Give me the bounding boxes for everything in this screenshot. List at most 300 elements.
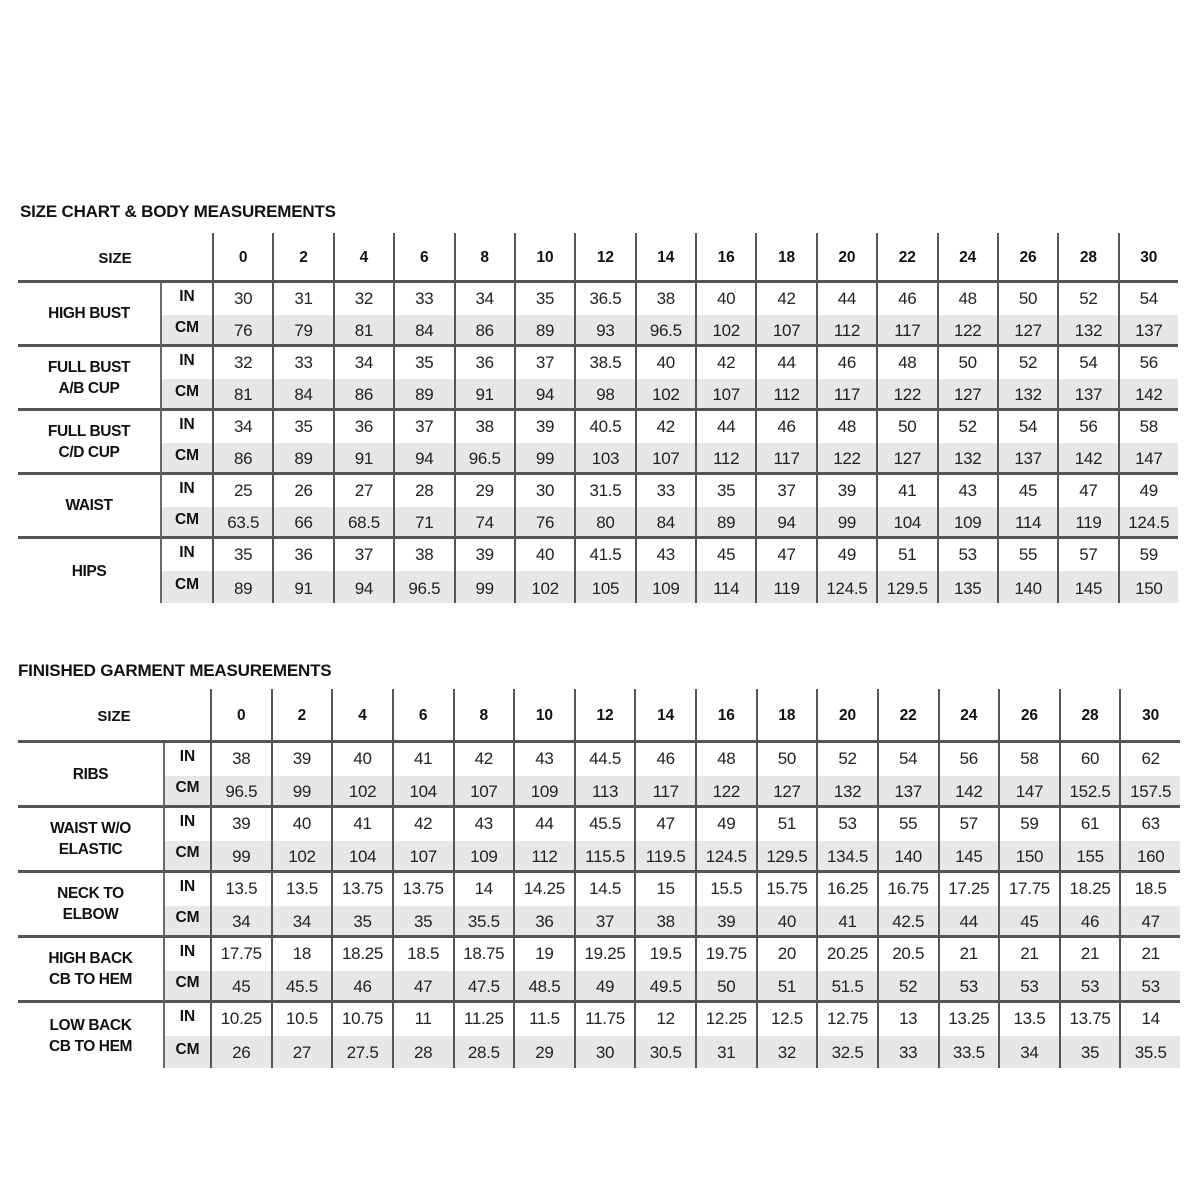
size-header-cell: 0 bbox=[210, 689, 271, 743]
value-cell-in: 57 bbox=[1057, 539, 1117, 571]
unit-label-cm: CM bbox=[163, 1036, 210, 1069]
unit-label-in: IN bbox=[160, 283, 212, 315]
value-cell-in: 38.5 bbox=[574, 347, 634, 379]
measurement-label bbox=[18, 873, 163, 938]
size-chart-title: SIZE CHART & BODY MEASUREMENTS bbox=[20, 202, 336, 221]
value-cell-in: 34 bbox=[333, 347, 393, 379]
value-cell-in: 43 bbox=[513, 743, 574, 776]
value-cell-in: 36 bbox=[272, 539, 332, 571]
value-cell-in: 49 bbox=[816, 539, 876, 571]
value-cell-in: 32 bbox=[212, 347, 272, 379]
value-cell-cm: 160 bbox=[1119, 841, 1180, 874]
value-cell-cm: 68.5 bbox=[333, 507, 393, 539]
garment-measurements-table bbox=[18, 689, 1180, 1068]
value-cell-in: 59 bbox=[998, 808, 1059, 841]
measurement-label-line: NECK TO bbox=[57, 885, 124, 902]
unit-label-in: IN bbox=[160, 539, 212, 571]
value-cell-in: 46 bbox=[816, 347, 876, 379]
value-cell-in: 39 bbox=[816, 475, 876, 507]
value-cell-in: 40.5 bbox=[574, 411, 634, 443]
value-cell-in: 11.5 bbox=[513, 1003, 574, 1036]
measurement-label-line: HIPS bbox=[71, 562, 107, 580]
size-header-cell: 6 bbox=[393, 233, 453, 283]
value-cell-in: 34 bbox=[454, 283, 514, 315]
unit-label-in: IN bbox=[163, 808, 210, 841]
measurement-label-line: FULL BUST bbox=[47, 358, 131, 376]
value-cell-cm: 76 bbox=[212, 315, 272, 347]
value-cell-in: 56 bbox=[1118, 347, 1178, 379]
measurement-label-line: RIBS bbox=[72, 765, 109, 783]
value-cell-cm: 103 bbox=[574, 443, 634, 475]
value-cell-cm: 122 bbox=[816, 443, 876, 475]
unit-label-in: IN bbox=[163, 1003, 210, 1036]
value-cell-cm: 47 bbox=[392, 971, 453, 1004]
value-cell-in: 20.25 bbox=[816, 938, 877, 971]
value-cell-cm: 122 bbox=[695, 776, 756, 809]
value-cell-in: 48 bbox=[816, 411, 876, 443]
value-cell-in: 46 bbox=[755, 411, 815, 443]
value-cell-in: 33 bbox=[272, 347, 332, 379]
value-cell-cm: 35 bbox=[331, 906, 392, 939]
value-cell-cm: 89 bbox=[695, 507, 755, 539]
value-cell-in: 58 bbox=[998, 743, 1059, 776]
size-header-cell: 0 bbox=[212, 233, 272, 283]
value-cell-in: 62 bbox=[1119, 743, 1180, 776]
value-cell-cm: 109 bbox=[635, 571, 695, 603]
value-cell-cm: 132 bbox=[816, 776, 877, 809]
value-cell-cm: 84 bbox=[393, 315, 453, 347]
value-cell-cm: 127 bbox=[756, 776, 817, 809]
value-cell-cm: 122 bbox=[876, 379, 936, 411]
value-cell-in: 38 bbox=[393, 539, 453, 571]
value-cell-in: 58 bbox=[1118, 411, 1178, 443]
value-cell-in: 19.25 bbox=[574, 938, 635, 971]
value-cell-cm: 145 bbox=[1057, 571, 1117, 603]
size-header-cell: 28 bbox=[1059, 689, 1120, 743]
size-header-cell: 10 bbox=[513, 689, 574, 743]
value-cell-in: 15 bbox=[634, 873, 695, 906]
value-cell-cm: 86 bbox=[454, 315, 514, 347]
value-cell-cm: 91 bbox=[272, 571, 332, 603]
value-cell-in: 13.5 bbox=[998, 1003, 1059, 1036]
value-cell-cm: 28.5 bbox=[453, 1036, 514, 1069]
value-cell-cm: 109 bbox=[937, 507, 997, 539]
measurement-label-line: HIGH BUST bbox=[48, 305, 130, 322]
value-cell-in: 56 bbox=[938, 743, 999, 776]
size-header-cell: 16 bbox=[695, 233, 755, 283]
measurement-label-line: C/D CUP bbox=[58, 443, 120, 461]
value-cell-in: 37 bbox=[333, 539, 393, 571]
value-cell-in: 41 bbox=[331, 808, 392, 841]
value-cell-cm: 53 bbox=[998, 971, 1059, 1004]
value-cell-cm: 89 bbox=[212, 571, 272, 603]
value-cell-cm: 30.5 bbox=[634, 1036, 695, 1069]
value-cell-cm: 105 bbox=[574, 571, 634, 603]
value-cell-cm: 102 bbox=[514, 571, 574, 603]
measurement-label-line: A/B CUP bbox=[58, 379, 120, 397]
value-cell-cm: 29 bbox=[513, 1036, 574, 1069]
value-cell-in: 35 bbox=[514, 283, 574, 315]
size-header-cell: 8 bbox=[454, 233, 514, 283]
unit-label-in: IN bbox=[160, 347, 212, 379]
value-cell-cm: 27 bbox=[271, 1036, 332, 1069]
value-cell-in: 10.25 bbox=[210, 1003, 271, 1036]
value-cell-cm: 35 bbox=[1059, 1036, 1120, 1069]
value-cell-in: 12.25 bbox=[695, 1003, 756, 1036]
value-cell-cm: 107 bbox=[755, 315, 815, 347]
value-cell-in: 42 bbox=[453, 743, 514, 776]
value-cell-cm: 94 bbox=[333, 571, 393, 603]
value-cell-cm: 89 bbox=[393, 379, 453, 411]
value-cell-in: 19 bbox=[513, 938, 574, 971]
value-cell-in: 14.5 bbox=[574, 873, 635, 906]
value-cell-cm: 81 bbox=[333, 315, 393, 347]
value-cell-in: 40 bbox=[271, 808, 332, 841]
value-cell-in: 50 bbox=[997, 283, 1057, 315]
value-cell-cm: 45 bbox=[210, 971, 271, 1004]
value-cell-cm: 119 bbox=[755, 571, 815, 603]
value-cell-cm: 102 bbox=[695, 315, 755, 347]
value-cell-cm: 145 bbox=[938, 841, 999, 874]
value-cell-in: 40 bbox=[635, 347, 695, 379]
size-column-header: SIZE bbox=[18, 233, 212, 283]
value-cell-in: 45.5 bbox=[574, 808, 635, 841]
unit-label-cm: CM bbox=[160, 507, 212, 539]
value-cell-cm: 104 bbox=[331, 841, 392, 874]
value-cell-cm: 124.5 bbox=[695, 841, 756, 874]
value-cell-in: 42 bbox=[635, 411, 695, 443]
value-cell-in: 47 bbox=[1057, 475, 1117, 507]
value-cell-cm: 98 bbox=[574, 379, 634, 411]
value-cell-in: 21 bbox=[1119, 938, 1180, 971]
value-cell-in: 54 bbox=[1118, 283, 1178, 315]
value-cell-cm: 109 bbox=[453, 841, 514, 874]
value-cell-in: 18.5 bbox=[1119, 873, 1180, 906]
value-cell-in: 20.5 bbox=[877, 938, 938, 971]
value-cell-in: 54 bbox=[997, 411, 1057, 443]
value-cell-cm: 91 bbox=[333, 443, 393, 475]
value-cell-in: 26 bbox=[272, 475, 332, 507]
value-cell-in: 48 bbox=[876, 347, 936, 379]
value-cell-cm: 66 bbox=[272, 507, 332, 539]
value-cell-cm: 147 bbox=[1118, 443, 1178, 475]
value-cell-cm: 76 bbox=[514, 507, 574, 539]
value-cell-cm: 129.5 bbox=[876, 571, 936, 603]
value-cell-in: 52 bbox=[937, 411, 997, 443]
value-cell-cm: 96.5 bbox=[393, 571, 453, 603]
value-cell-in: 19.75 bbox=[695, 938, 756, 971]
value-cell-cm: 35 bbox=[392, 906, 453, 939]
value-cell-in: 28 bbox=[393, 475, 453, 507]
value-cell-in: 18.5 bbox=[392, 938, 453, 971]
value-cell-in: 17.75 bbox=[210, 938, 271, 971]
measurement-label-line: WAIST W/O bbox=[50, 820, 131, 837]
value-cell-in: 11.75 bbox=[574, 1003, 635, 1036]
value-cell-cm: 124.5 bbox=[816, 571, 876, 603]
measurement-label-line: LOW BACK bbox=[49, 1016, 132, 1034]
size-header-cell: 4 bbox=[333, 233, 393, 283]
value-cell-in: 44 bbox=[816, 283, 876, 315]
size-header-cell: 28 bbox=[1057, 233, 1117, 283]
value-cell-cm: 107 bbox=[635, 443, 695, 475]
measurement-label-line: CB TO HEM bbox=[48, 971, 133, 988]
value-cell-cm: 96.5 bbox=[210, 776, 271, 809]
value-cell-in: 15.5 bbox=[695, 873, 756, 906]
value-cell-in: 57 bbox=[938, 808, 999, 841]
unit-label-cm: CM bbox=[160, 443, 212, 475]
size-chart-table bbox=[18, 233, 1178, 603]
value-cell-in: 25 bbox=[212, 475, 272, 507]
value-cell-in: 31.5 bbox=[574, 475, 634, 507]
size-header-cell: 12 bbox=[574, 233, 634, 283]
value-cell-in: 32 bbox=[333, 283, 393, 315]
value-cell-cm: 40 bbox=[756, 906, 817, 939]
value-cell-cm: 112 bbox=[695, 443, 755, 475]
unit-label-cm: CM bbox=[160, 315, 212, 347]
value-cell-in: 34 bbox=[212, 411, 272, 443]
value-cell-in: 44 bbox=[513, 808, 574, 841]
value-cell-cm: 31 bbox=[695, 1036, 756, 1069]
value-cell-cm: 34 bbox=[998, 1036, 1059, 1069]
value-cell-cm: 96.5 bbox=[454, 443, 514, 475]
value-cell-in: 53 bbox=[937, 539, 997, 571]
value-cell-cm: 114 bbox=[695, 571, 755, 603]
value-cell-in: 35 bbox=[212, 539, 272, 571]
value-cell-cm: 140 bbox=[997, 571, 1057, 603]
value-cell-cm: 127 bbox=[937, 379, 997, 411]
value-cell-in: 60 bbox=[1059, 743, 1120, 776]
value-cell-in: 21 bbox=[998, 938, 1059, 971]
value-cell-cm: 81 bbox=[212, 379, 272, 411]
value-cell-in: 11.25 bbox=[453, 1003, 514, 1036]
value-cell-cm: 112 bbox=[513, 841, 574, 874]
value-cell-cm: 32.5 bbox=[816, 1036, 877, 1069]
value-cell-in: 40 bbox=[331, 743, 392, 776]
value-cell-in: 12.75 bbox=[816, 1003, 877, 1036]
value-cell-in: 18.25 bbox=[1059, 873, 1120, 906]
value-cell-in: 16.75 bbox=[877, 873, 938, 906]
value-cell-cm: 71 bbox=[393, 507, 453, 539]
value-cell-in: 21 bbox=[1059, 938, 1120, 971]
measurement-label bbox=[18, 808, 163, 873]
value-cell-cm: 94 bbox=[755, 507, 815, 539]
size-header-cell: 20 bbox=[816, 233, 876, 283]
size-header-cell: 18 bbox=[756, 689, 817, 743]
value-cell-cm: 104 bbox=[392, 776, 453, 809]
measurement-label bbox=[18, 539, 160, 603]
value-cell-in: 48 bbox=[937, 283, 997, 315]
measurement-label bbox=[18, 743, 163, 808]
value-cell-cm: 117 bbox=[816, 379, 876, 411]
size-header-cell: 26 bbox=[998, 689, 1059, 743]
value-cell-cm: 129.5 bbox=[756, 841, 817, 874]
size-header-cell: 14 bbox=[634, 689, 695, 743]
value-cell-in: 63 bbox=[1119, 808, 1180, 841]
value-cell-cm: 47.5 bbox=[453, 971, 514, 1004]
value-cell-cm: 119.5 bbox=[634, 841, 695, 874]
value-cell-cm: 137 bbox=[1057, 379, 1117, 411]
value-cell-cm: 37 bbox=[574, 906, 635, 939]
value-cell-in: 43 bbox=[937, 475, 997, 507]
value-cell-in: 19.5 bbox=[634, 938, 695, 971]
value-cell-in: 44 bbox=[695, 411, 755, 443]
value-cell-cm: 45.5 bbox=[271, 971, 332, 1004]
value-cell-cm: 117 bbox=[634, 776, 695, 809]
value-cell-in: 52 bbox=[997, 347, 1057, 379]
value-cell-in: 45 bbox=[997, 475, 1057, 507]
value-cell-in: 41 bbox=[876, 475, 936, 507]
value-cell-cm: 107 bbox=[453, 776, 514, 809]
value-cell-cm: 33 bbox=[877, 1036, 938, 1069]
value-cell-cm: 142 bbox=[1057, 443, 1117, 475]
value-cell-in: 52 bbox=[1057, 283, 1117, 315]
value-cell-cm: 99 bbox=[454, 571, 514, 603]
value-cell-cm: 132 bbox=[937, 443, 997, 475]
value-cell-in: 37 bbox=[755, 475, 815, 507]
value-cell-in: 27 bbox=[333, 475, 393, 507]
size-header-cell: 2 bbox=[272, 233, 332, 283]
measurement-label-line: CB TO HEM bbox=[48, 1037, 133, 1055]
value-cell-cm: 137 bbox=[1118, 315, 1178, 347]
value-cell-cm: 89 bbox=[514, 315, 574, 347]
value-cell-in: 14.25 bbox=[513, 873, 574, 906]
value-cell-in: 47 bbox=[755, 539, 815, 571]
size-header-cell: 8 bbox=[453, 689, 514, 743]
size-header-cell: 10 bbox=[514, 233, 574, 283]
value-cell-cm: 137 bbox=[997, 443, 1057, 475]
value-cell-cm: 107 bbox=[695, 379, 755, 411]
value-cell-in: 29 bbox=[454, 475, 514, 507]
value-cell-cm: 84 bbox=[635, 507, 695, 539]
value-cell-in: 46 bbox=[634, 743, 695, 776]
value-cell-in: 41.5 bbox=[574, 539, 634, 571]
value-cell-in: 40 bbox=[514, 539, 574, 571]
value-cell-cm: 46 bbox=[1059, 906, 1120, 939]
value-cell-cm: 102 bbox=[331, 776, 392, 809]
value-cell-cm: 86 bbox=[212, 443, 272, 475]
value-cell-cm: 157.5 bbox=[1119, 776, 1180, 809]
size-header-cell: 16 bbox=[695, 689, 756, 743]
value-cell-in: 40 bbox=[695, 283, 755, 315]
value-cell-in: 21 bbox=[938, 938, 999, 971]
value-cell-in: 54 bbox=[1057, 347, 1117, 379]
value-cell-in: 13.75 bbox=[392, 873, 453, 906]
value-cell-cm: 114 bbox=[997, 507, 1057, 539]
value-cell-cm: 79 bbox=[272, 315, 332, 347]
size-header-cell: 22 bbox=[877, 689, 938, 743]
value-cell-in: 12 bbox=[634, 1003, 695, 1036]
value-cell-in: 52 bbox=[816, 743, 877, 776]
value-cell-cm: 137 bbox=[877, 776, 938, 809]
value-cell-cm: 49.5 bbox=[634, 971, 695, 1004]
value-cell-in: 16.25 bbox=[816, 873, 877, 906]
value-cell-in: 33 bbox=[635, 475, 695, 507]
measurement-label-line: HIGH BACK bbox=[48, 950, 133, 967]
size-header-cell: 30 bbox=[1119, 689, 1180, 743]
value-cell-cm: 27.5 bbox=[331, 1036, 392, 1069]
value-cell-cm: 147 bbox=[998, 776, 1059, 809]
value-cell-in: 59 bbox=[1118, 539, 1178, 571]
value-cell-in: 13.75 bbox=[331, 873, 392, 906]
value-cell-cm: 142 bbox=[938, 776, 999, 809]
value-cell-cm: 117 bbox=[755, 443, 815, 475]
size-header-cell: 6 bbox=[392, 689, 453, 743]
unit-label-cm: CM bbox=[163, 841, 210, 874]
value-cell-cm: 48.5 bbox=[513, 971, 574, 1004]
size-header-cell: 20 bbox=[816, 689, 877, 743]
value-cell-cm: 127 bbox=[876, 443, 936, 475]
value-cell-in: 43 bbox=[635, 539, 695, 571]
unit-label-in: IN bbox=[163, 743, 210, 776]
value-cell-cm: 89 bbox=[272, 443, 332, 475]
value-cell-in: 54 bbox=[877, 743, 938, 776]
value-cell-cm: 39 bbox=[695, 906, 756, 939]
value-cell-in: 37 bbox=[393, 411, 453, 443]
value-cell-cm: 53 bbox=[1059, 971, 1120, 1004]
value-cell-in: 13.75 bbox=[1059, 1003, 1120, 1036]
value-cell-in: 17.75 bbox=[998, 873, 1059, 906]
value-cell-in: 36 bbox=[333, 411, 393, 443]
value-cell-cm: 99 bbox=[514, 443, 574, 475]
value-cell-cm: 38 bbox=[634, 906, 695, 939]
value-cell-in: 13 bbox=[877, 1003, 938, 1036]
unit-label-in: IN bbox=[163, 873, 210, 906]
measurement-label-line: ELASTIC bbox=[58, 841, 123, 858]
value-cell-cm: 132 bbox=[997, 379, 1057, 411]
value-cell-cm: 50 bbox=[695, 971, 756, 1004]
value-cell-cm: 80 bbox=[574, 507, 634, 539]
value-cell-cm: 51.5 bbox=[816, 971, 877, 1004]
value-cell-in: 12.5 bbox=[756, 1003, 817, 1036]
value-cell-in: 36 bbox=[454, 347, 514, 379]
value-cell-cm: 112 bbox=[755, 379, 815, 411]
value-cell-in: 44 bbox=[755, 347, 815, 379]
value-cell-in: 30 bbox=[514, 475, 574, 507]
value-cell-in: 42 bbox=[755, 283, 815, 315]
value-cell-cm: 35.5 bbox=[453, 906, 514, 939]
measurement-label bbox=[18, 1003, 163, 1068]
measurement-label-line: FULL BUST bbox=[47, 422, 131, 440]
value-cell-in: 33 bbox=[393, 283, 453, 315]
value-cell-cm: 152.5 bbox=[1059, 776, 1120, 809]
value-cell-in: 39 bbox=[454, 539, 514, 571]
unit-label-cm: CM bbox=[163, 971, 210, 1004]
value-cell-cm: 113 bbox=[574, 776, 635, 809]
value-cell-in: 18 bbox=[271, 938, 332, 971]
value-cell-in: 37 bbox=[514, 347, 574, 379]
value-cell-cm: 107 bbox=[392, 841, 453, 874]
value-cell-in: 51 bbox=[876, 539, 936, 571]
value-cell-in: 50 bbox=[756, 743, 817, 776]
value-cell-in: 13.25 bbox=[938, 1003, 999, 1036]
value-cell-cm: 34 bbox=[210, 906, 271, 939]
measurement-label bbox=[18, 347, 160, 411]
measurement-label bbox=[18, 283, 160, 347]
measurement-label bbox=[18, 938, 163, 1003]
size-header-cell: 18 bbox=[755, 233, 815, 283]
value-cell-cm: 99 bbox=[271, 776, 332, 809]
value-cell-in: 48 bbox=[695, 743, 756, 776]
size-header-cell: 4 bbox=[331, 689, 392, 743]
value-cell-in: 35 bbox=[695, 475, 755, 507]
value-cell-cm: 135 bbox=[937, 571, 997, 603]
value-cell-in: 10.75 bbox=[331, 1003, 392, 1036]
value-cell-in: 13.5 bbox=[271, 873, 332, 906]
value-cell-in: 13.5 bbox=[210, 873, 271, 906]
value-cell-in: 56 bbox=[1057, 411, 1117, 443]
size-header-cell: 30 bbox=[1118, 233, 1178, 283]
value-cell-in: 14 bbox=[453, 873, 514, 906]
